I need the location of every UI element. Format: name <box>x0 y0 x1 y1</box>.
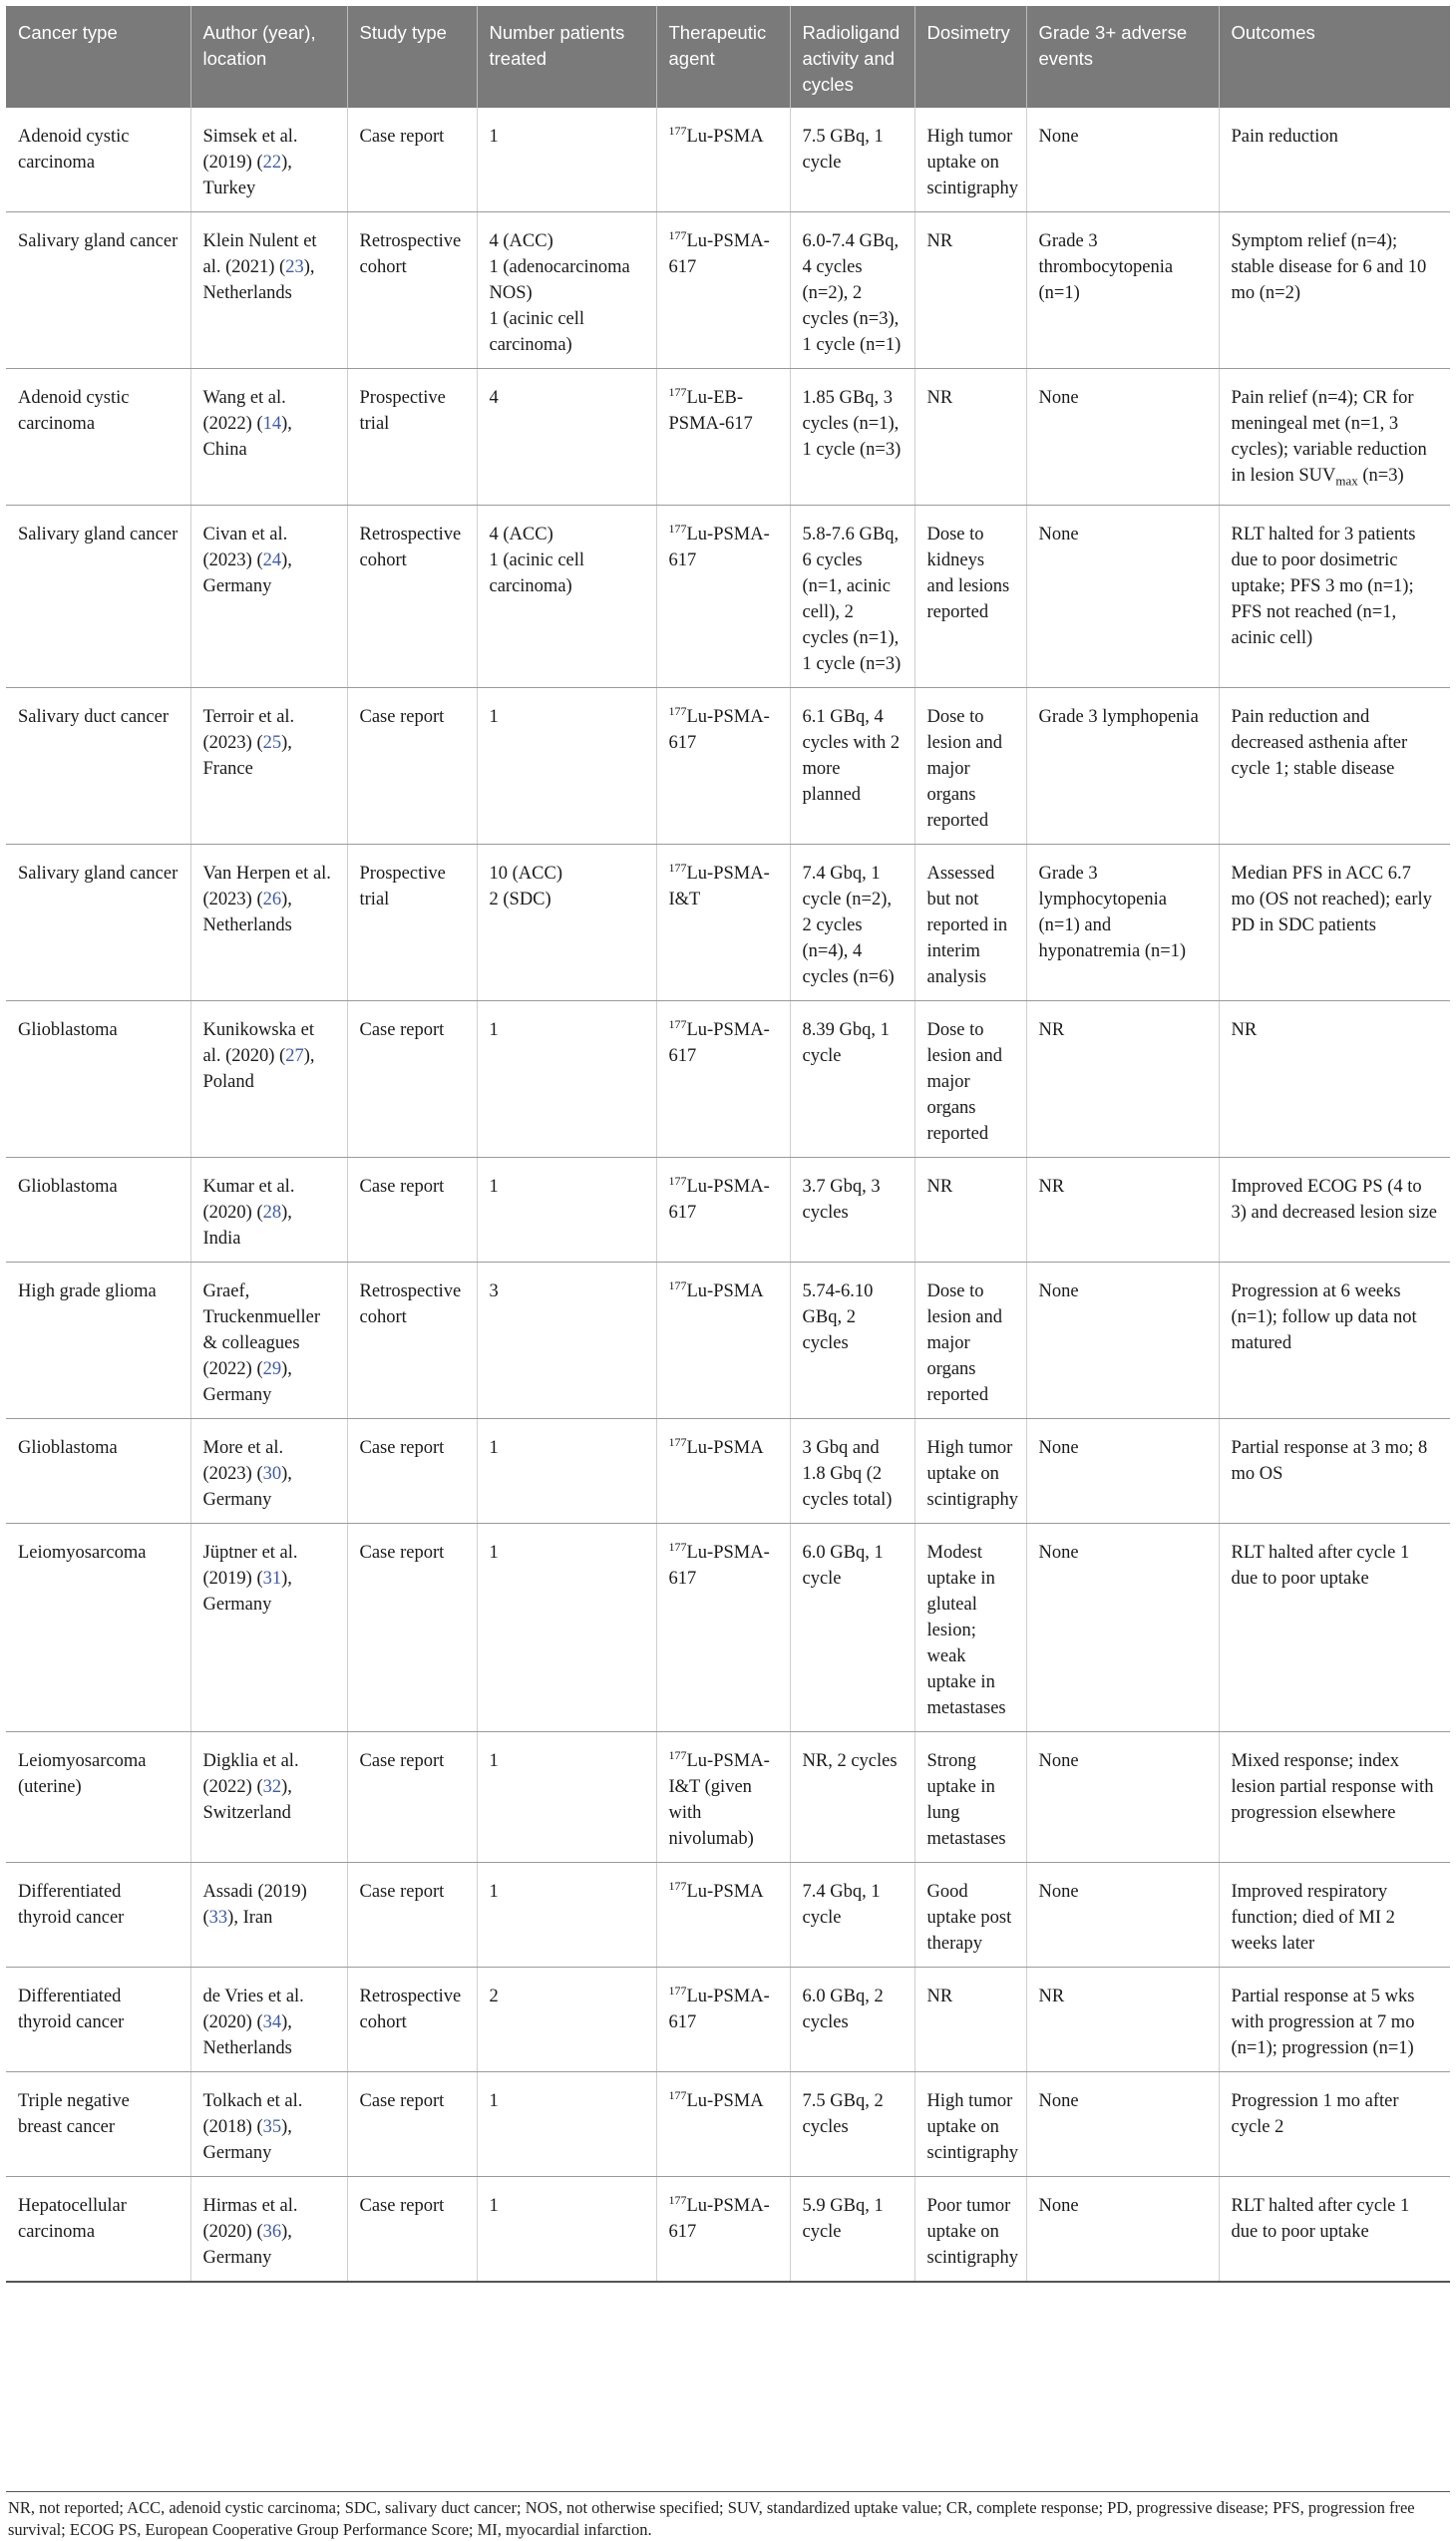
patients-cell <box>477 212 656 369</box>
reference-link[interactable]: 29 <box>262 1358 282 1379</box>
activity-cell: 3 Gbq and 1.8 Gbq (2 cycles total) <box>790 1418 914 1523</box>
author-cell <box>190 1262 347 1418</box>
column-header: Dosimetry <box>914 6 1026 108</box>
reference-link[interactable]: 26 <box>262 889 282 909</box>
patients-line: 1 <box>489 1176 499 1197</box>
study-type-cell: Case report <box>347 687 477 844</box>
author-text: de Vries et al. (2020) ( <box>202 1986 304 2032</box>
study-type-cell: Prospective trial <box>347 369 477 506</box>
isotope-mass: 177 <box>668 521 687 536</box>
activity-cell: 7.4 Gbq, 1 cycle (n=2), 2 cycles (n=4), 4 cycles (n=6) <box>790 844 914 1000</box>
patients-cell <box>477 2176 656 2282</box>
study-type-cell: Case report <box>347 1862 477 1967</box>
author-cell <box>190 1157 347 1262</box>
author-text: Assadi (2019) ( <box>202 1881 307 1928</box>
patients-line: 2 <box>489 1986 499 2006</box>
author-location: ), Germany <box>202 2116 292 2163</box>
patients-line: 4 (ACC) <box>489 524 553 544</box>
agent-cell <box>656 108 790 212</box>
dosimetry-cell: NR <box>914 212 1026 369</box>
outcomes-cell: Symptom relief (n=4); stable disease for 6 and 10 mo (n=2) <box>1219 212 1450 369</box>
adverse-events-cell: None <box>1026 108 1219 212</box>
reference-link[interactable]: 33 <box>208 1907 228 1928</box>
study-type-cell: Retrospective cohort <box>347 212 477 369</box>
author-cell <box>190 1862 347 1967</box>
cancer-type-cell: Leiomyosarcoma <box>6 1523 190 1731</box>
isotope-mass: 177 <box>668 1983 687 1997</box>
patients-line: 1 (adenocarcinoma NOS) <box>489 257 630 303</box>
cancer-type-cell: Differentiated thyroid cancer <box>6 1967 190 2071</box>
adverse-events-cell: None <box>1026 1262 1219 1418</box>
adverse-events-cell: None <box>1026 1862 1219 1967</box>
study-type-cell: Retrospective cohort <box>347 1967 477 2071</box>
patients-line: 1 <box>489 1542 499 1563</box>
author-cell <box>190 844 347 1000</box>
author-text: Civan et al. (2023) ( <box>202 524 288 570</box>
cancer-type-cell: Glioblastoma <box>6 1157 190 1262</box>
author-text: More et al. (2023) ( <box>202 1437 284 1484</box>
outcomes-cell: Median PFS in ACC 6.7 mo (OS not reached); early PD in SDC patients <box>1219 844 1450 1000</box>
table-row <box>6 1731 1450 1862</box>
outcomes-cell: Progression at 6 weeks (n=1); follow up data not matured <box>1219 1262 1450 1418</box>
outcomes-cell: Improved ECOG PS (4 to 3) and decreased lesion size <box>1219 1157 1450 1262</box>
author-cell <box>190 108 347 212</box>
patients-line: 1 <box>489 1750 499 1771</box>
table-row <box>6 1967 1450 2071</box>
isotope-mass: 177 <box>668 1878 687 1893</box>
agent-cell <box>656 687 790 844</box>
isotope-mass: 177 <box>668 1434 687 1449</box>
study-type-cell: Retrospective cohort <box>347 505 477 687</box>
agent-name: Lu-PSMA <box>686 1437 764 1458</box>
cancer-type-cell: Adenoid cystic carcinoma <box>6 369 190 506</box>
reference-link[interactable]: 32 <box>262 1776 282 1797</box>
dosimetry-cell: Dose to kidneys and lesions reported <box>914 505 1026 687</box>
outcomes-cell: Pain relief (n=4); CR for meningeal met (n=1, 3 cycles); variable reduction in lesion $SUV_{max}$ (n=3) <box>1219 369 1450 506</box>
patients-cell <box>477 844 656 1000</box>
patients-cell <box>477 1523 656 1731</box>
outcomes-cell: NR <box>1219 1000 1450 1157</box>
cancer-type-cell: Salivary duct cancer <box>6 687 190 844</box>
dosimetry-cell: NR <box>914 1967 1026 2071</box>
author-location: ), Germany <box>202 1358 292 1405</box>
column-header: Radioligand activity and cycles <box>790 6 914 108</box>
reference-link[interactable]: 23 <box>285 257 304 277</box>
isotope-mass: 177 <box>668 1277 687 1292</box>
outcomes-cell: Mixed response; index lesion partial response with progression elsewhere <box>1219 1731 1450 1862</box>
outcomes-cell: Pain reduction <box>1219 108 1450 212</box>
table-footnote: NR, not reported; ACC, adenoid cystic carcinoma; SDC, salivary duct cancer; NOS, not otherwise specified; SUV, standardized uptake value; CR, complete response; PD, progressive disease; PFS, progression free survival; ECOG PS, European Cooperative Group Performance Score; MI, myocardial infarction. <box>8 2498 1415 2539</box>
author-location: ), Germany <box>202 2221 292 2268</box>
agent-name: Lu-EB-PSMA-617 <box>668 388 753 434</box>
patients-line: 1 (acinic cell carcinoma) <box>489 549 585 596</box>
reference-link[interactable]: 27 <box>285 1045 304 1066</box>
author-cell <box>190 1000 347 1157</box>
cancer-type-cell: Glioblastoma <box>6 1000 190 1157</box>
author-location: ), Germany <box>202 1463 292 1510</box>
study-type-cell: Retrospective cohort <box>347 1262 477 1418</box>
patients-cell <box>477 1967 656 2071</box>
cancer-type-cell: High grade glioma <box>6 1262 190 1418</box>
author-text: Terroir et al. (2023) ( <box>202 706 295 753</box>
author-cell <box>190 1523 347 1731</box>
reference-link[interactable]: 31 <box>262 1568 282 1589</box>
cancer-type-cell: Salivary gland cancer <box>6 844 190 1000</box>
adverse-events-cell: Grade 3 lymphopenia <box>1026 687 1219 844</box>
author-location: ), Poland <box>202 1045 315 1092</box>
table-row <box>6 1523 1450 1731</box>
author-location: ), France <box>202 732 292 779</box>
patients-line: 4 (ACC) <box>489 231 553 251</box>
author-location: ), Netherlands <box>202 889 292 935</box>
patients-cell <box>477 2071 656 2176</box>
author-cell <box>190 1418 347 1523</box>
table-row <box>6 2176 1450 2282</box>
author-location: ), Germany <box>202 1568 292 1615</box>
column-header: Author (year), location <box>190 6 347 108</box>
cancer-type-cell: Salivary gland cancer <box>6 212 190 369</box>
reference-link[interactable]: 24 <box>262 549 282 570</box>
isotope-mass: 177 <box>668 1747 687 1762</box>
agent-name: Lu-PSMA <box>686 127 764 147</box>
author-text: Graef, Truckenmueller & colleagues (2022) ( <box>202 1280 320 1379</box>
agent-cell <box>656 1000 790 1157</box>
cancer-type-cell: Glioblastoma <box>6 1418 190 1523</box>
agent-cell <box>656 1731 790 1862</box>
agent-cell <box>656 1157 790 1262</box>
agent-cell <box>656 1967 790 2071</box>
table-row <box>6 108 1450 212</box>
cancer-type-cell: Salivary gland cancer <box>6 505 190 687</box>
author-cell <box>190 1731 347 1862</box>
reference-link[interactable]: 35 <box>262 2116 282 2137</box>
table-row <box>6 1862 1450 1967</box>
isotope-mass: 177 <box>668 2087 687 2102</box>
reference-link[interactable]: 14 <box>262 414 282 434</box>
column-header: Cancer type <box>6 6 190 108</box>
activity-cell: 7.4 Gbq, 1 cycle <box>790 1862 914 1967</box>
activity-cell: 6.0 GBq, 1 cycle <box>790 1523 914 1731</box>
patients-line: 1 <box>489 1881 499 1902</box>
cancer-type-cell: Differentiated thyroid cancer <box>6 1862 190 1967</box>
patients-cell <box>477 687 656 844</box>
isotope-mass: 177 <box>668 124 687 138</box>
study-type-cell: Case report <box>347 1523 477 1731</box>
author-text: Klein Nulent et al. (2021) ( <box>202 231 317 277</box>
agent-name: Lu-PSMA-617 <box>668 1542 770 1589</box>
study-type-cell: Case report <box>347 2071 477 2176</box>
adverse-events-cell: Grade 3 thrombocytopenia (n=1) <box>1026 212 1219 369</box>
author-location: ), Iran <box>227 1907 273 1928</box>
outcomes-cell: Partial response at 5 wks with progression at 7 mo (n=1); progression (n=1) <box>1219 1967 1450 2071</box>
patients-cell <box>477 1862 656 1967</box>
adverse-events-cell: None <box>1026 369 1219 506</box>
study-type-cell: Prospective trial <box>347 844 477 1000</box>
author-location: ), Netherlands <box>202 257 315 303</box>
patients-line: 1 <box>489 2090 499 2111</box>
patients-line: 1 <box>489 1437 499 1458</box>
agent-cell <box>656 1523 790 1731</box>
agent-cell <box>656 844 790 1000</box>
patients-line: 1 (acinic cell carcinoma) <box>489 309 585 355</box>
patients-line: 3 <box>489 1280 499 1301</box>
table-body <box>6 108 1450 2282</box>
dosimetry-cell: Strong uptake in lung metastases <box>914 1731 1026 1862</box>
agent-cell <box>656 1418 790 1523</box>
isotope-mass: 177 <box>668 228 687 242</box>
outcomes-cell: RLT halted for 3 patients due to poor dosimetric uptake; PFS 3 mo (n=1); PFS not reached (n=1, acinic cell) <box>1219 505 1450 687</box>
author-text: Jüptner et al. (2019) ( <box>202 1542 298 1589</box>
dosimetry-cell: High tumor uptake on scintigraphy <box>914 2071 1026 2176</box>
reference-link[interactable]: 34 <box>262 2011 282 2032</box>
isotope-mass: 177 <box>668 385 687 399</box>
dosimetry-cell: NR <box>914 369 1026 506</box>
study-type-cell: Case report <box>347 2176 477 2282</box>
footnote-divider <box>6 2491 1450 2492</box>
patients-line: 1 <box>489 706 499 727</box>
author-location: ), Switzerland <box>202 1776 292 1823</box>
agent-name: Lu-PSMA-617 <box>668 1019 770 1066</box>
isotope-mass: 177 <box>668 1173 687 1188</box>
patients-cell <box>477 1157 656 1262</box>
adverse-events-cell: NR <box>1026 1000 1219 1157</box>
patients-cell <box>477 108 656 212</box>
table-row <box>6 212 1450 369</box>
reference-link[interactable]: 36 <box>262 2221 282 2242</box>
reference-link[interactable]: 22 <box>262 153 282 173</box>
reference-link[interactable]: 28 <box>262 1202 282 1223</box>
activity-cell: 1.85 GBq, 3 cycles (n=1), 1 cycle (n=3) <box>790 369 914 506</box>
outcomes-cell: RLT halted after cycle 1 due to poor uptake <box>1219 2176 1450 2282</box>
isotope-mass: 177 <box>668 1016 687 1031</box>
table-row <box>6 369 1450 506</box>
author-text: Simsek et al. (2019) ( <box>202 127 298 173</box>
agent-cell <box>656 212 790 369</box>
dosimetry-cell: Dose to lesion and major organs reported <box>914 1262 1026 1418</box>
table-row <box>6 2071 1450 2176</box>
agent-name: Lu-PSMA <box>686 2090 764 2111</box>
adverse-events-cell: None <box>1026 1731 1219 1862</box>
activity-cell: 8.39 Gbq, 1 cycle <box>790 1000 914 1157</box>
adverse-events-cell: None <box>1026 2071 1219 2176</box>
study-type-cell: Case report <box>347 1418 477 1523</box>
author-cell <box>190 1967 347 2071</box>
activity-cell: 7.5 GBq, 1 cycle <box>790 108 914 212</box>
author-text: Digklia et al. (2022) ( <box>202 1750 299 1797</box>
activity-cell: 5.74-6.10 GBq, 2 cycles <box>790 1262 914 1418</box>
agent-name: Lu-PSMA <box>686 1280 764 1301</box>
agent-name: Lu-PSMA-617 <box>668 706 770 753</box>
table-row <box>6 1157 1450 1262</box>
cancer-type-cell: Adenoid cystic carcinoma <box>6 108 190 212</box>
study-type-cell: Case report <box>347 108 477 212</box>
column-header: Outcomes <box>1219 6 1450 108</box>
adverse-events-cell: NR <box>1026 1157 1219 1262</box>
agent-cell <box>656 1862 790 1967</box>
activity-cell: 5.9 GBq, 1 cycle <box>790 2176 914 2282</box>
adverse-events-cell: None <box>1026 1523 1219 1731</box>
header-row <box>6 6 1450 108</box>
activity-cell: 7.5 GBq, 2 cycles <box>790 2071 914 2176</box>
author-location: ), India <box>202 1202 292 1249</box>
dosimetry-cell: High tumor uptake on scintigraphy <box>914 108 1026 212</box>
isotope-mass: 177 <box>668 2192 687 2207</box>
author-cell <box>190 369 347 506</box>
adverse-events-cell: None <box>1026 1418 1219 1523</box>
table-row <box>6 1418 1450 1523</box>
table-container <box>6 6 1450 2283</box>
author-text: Hirmas et al. (2020) ( <box>202 2195 298 2242</box>
patients-line: 10 (ACC) <box>489 863 562 884</box>
column-header: Therapeutic agent <box>656 6 790 108</box>
isotope-mass: 177 <box>668 1539 687 1554</box>
activity-cell: 5.8-7.6 GBq, 6 cycles (n=1, acinic cell), 2 cycles (n=1), 1 cycle (n=3) <box>790 505 914 687</box>
activity-cell: 6.0 GBq, 2 cycles <box>790 1967 914 2071</box>
activity-cell: NR, 2 cycles <box>790 1731 914 1862</box>
activity-cell: 6.1 GBq, 4 cycles with 2 more planned <box>790 687 914 844</box>
dosimetry-cell: High tumor uptake on scintigraphy <box>914 1418 1026 1523</box>
dosimetry-cell: Dose to lesion and major organs reported <box>914 1000 1026 1157</box>
dosimetry-cell: Good uptake post therapy <box>914 1862 1026 1967</box>
table-row <box>6 687 1450 844</box>
agent-cell <box>656 505 790 687</box>
reference-link[interactable]: 25 <box>262 732 282 753</box>
subscript-max: max <box>1335 473 1358 489</box>
agent-name: Lu-PSMA-I&T <box>668 863 770 909</box>
patients-line: 2 (SDC) <box>489 889 551 909</box>
agent-name: Lu-PSMA-I&T (given with nivolumab) <box>668 1750 770 1849</box>
column-header: Grade 3+ adverse events <box>1026 6 1219 108</box>
table-row <box>6 1000 1450 1157</box>
table-row <box>6 844 1450 1000</box>
adverse-events-cell: Grade 3 lymphocytopenia (n=1) and hyponatremia (n=1) <box>1026 844 1219 1000</box>
agent-cell <box>656 369 790 506</box>
agent-name: Lu-PSMA-617 <box>668 1986 770 2032</box>
patients-cell <box>477 369 656 506</box>
agent-name: Lu-PSMA-617 <box>668 231 770 277</box>
patients-line: 1 <box>489 2195 499 2216</box>
study-type-cell: Case report <box>347 1157 477 1262</box>
study-type-cell: Case report <box>347 1000 477 1157</box>
table-row <box>6 1262 1450 1418</box>
author-location: ), Netherlands <box>202 2011 292 2058</box>
patients-cell <box>477 1418 656 1523</box>
agent-name: Lu-PSMA-617 <box>668 2195 770 2242</box>
patients-cell <box>477 1262 656 1418</box>
reference-link[interactable]: 30 <box>262 1463 282 1484</box>
agent-cell <box>656 2071 790 2176</box>
agent-cell <box>656 2176 790 2282</box>
cancer-type-cell: Triple negative breast cancer <box>6 2071 190 2176</box>
data-table <box>6 6 1450 2283</box>
outcomes-cell: Pain reduction and decreased asthenia after cycle 1; stable disease <box>1219 687 1450 844</box>
author-location: ), China <box>202 414 292 460</box>
author-cell <box>190 687 347 844</box>
author-cell <box>190 505 347 687</box>
agent-name: Lu-PSMA <box>686 1881 764 1902</box>
author-text: Kunikowska et al. (2020) ( <box>202 1019 314 1066</box>
adverse-events-cell: None <box>1026 2176 1219 2282</box>
agent-cell <box>656 1262 790 1418</box>
isotope-mass: 177 <box>668 860 687 875</box>
agent-name: Lu-PSMA-617 <box>668 1176 770 1223</box>
adverse-events-cell: None <box>1026 505 1219 687</box>
author-cell <box>190 2176 347 2282</box>
agent-name: Lu-PSMA-617 <box>668 524 770 570</box>
column-header: Study type <box>347 6 477 108</box>
outcomes-cell: Improved respiratory function; died of MI 2 weeks later <box>1219 1862 1450 1967</box>
outcomes-cell: Partial response at 3 mo; 8 mo OS <box>1219 1418 1450 1523</box>
column-header: Number patients treated <box>477 6 656 108</box>
patients-cell <box>477 1731 656 1862</box>
isotope-mass: 177 <box>668 703 687 718</box>
dosimetry-cell: NR <box>914 1157 1026 1262</box>
patients-line: 4 <box>489 388 499 408</box>
cancer-type-cell: Leiomyosarcoma (uterine) <box>6 1731 190 1862</box>
patients-cell <box>477 1000 656 1157</box>
outcomes-cell: Progression 1 mo after cycle 2 <box>1219 2071 1450 2176</box>
author-text: Wang et al. (2022) ( <box>202 388 286 434</box>
dosimetry-cell: Modest uptake in gluteal lesion; weak uptake in metastases <box>914 1523 1026 1731</box>
dosimetry-cell: Assessed but not reported in interim analysis <box>914 844 1026 1000</box>
author-location: ), Germany <box>202 549 292 596</box>
author-location: ), Turkey <box>202 153 292 198</box>
cancer-type-cell: Hepatocellular carcinoma <box>6 2176 190 2282</box>
author-cell <box>190 212 347 369</box>
activity-cell: 3.7 Gbq, 3 cycles <box>790 1157 914 1262</box>
author-text: Kumar et al. (2020) ( <box>202 1176 295 1223</box>
study-type-cell: Case report <box>347 1731 477 1862</box>
adverse-events-cell: NR <box>1026 1967 1219 2071</box>
patients-line: 1 <box>489 127 499 147</box>
dosimetry-cell: Poor tumor uptake on scintigraphy <box>914 2176 1026 2282</box>
patients-cell <box>477 505 656 687</box>
dosimetry-cell: Dose to lesion and major organs reported <box>914 687 1026 844</box>
table-row <box>6 505 1450 687</box>
activity-cell: 6.0-7.4 GBq, 4 cycles (n=2), 2 cycles (n=3), 1 cycle (n=1) <box>790 212 914 369</box>
outcomes-cell: RLT halted after cycle 1 due to poor uptake <box>1219 1523 1450 1731</box>
author-text: Tolkach et al. (2018) ( <box>202 2090 303 2137</box>
author-cell <box>190 2071 347 2176</box>
patients-line: 1 <box>489 1019 499 1040</box>
author-text: Van Herpen et al. (2023) ( <box>202 863 331 909</box>
